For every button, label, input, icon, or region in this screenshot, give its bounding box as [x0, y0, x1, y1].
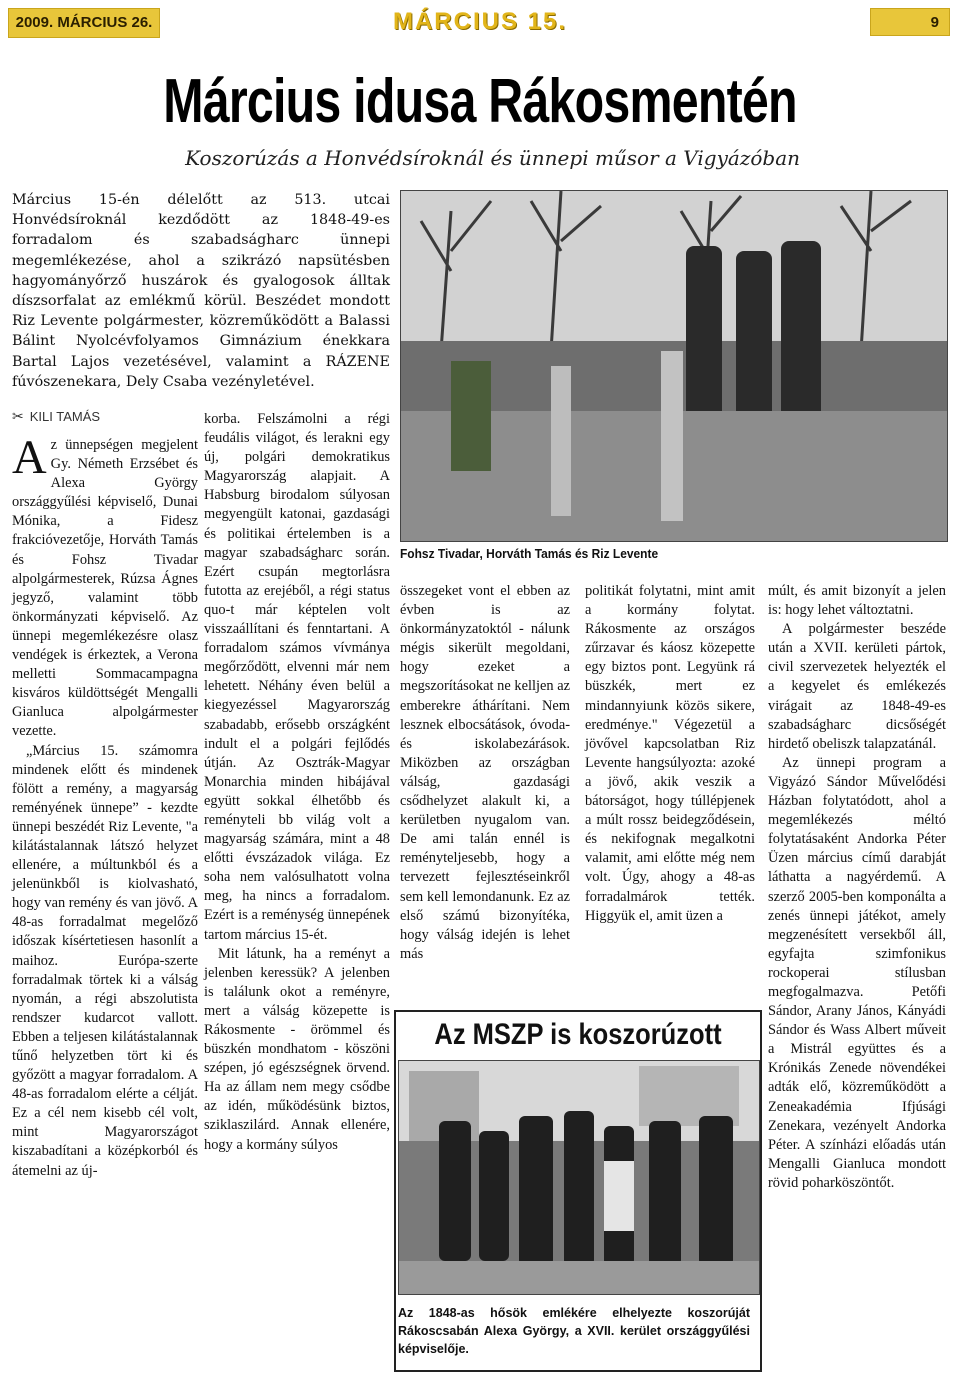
body-paragraph: z ünnepségen megjelent Gy. Németh Erzsébet és Alexa György országgyűlési képviselő, Dunai Mónika, a Fidesz frakcióvezetője, Horváth Tamás és Fohsz Tivadar alpolgármesterek, Rúzsa Ágnes jegyző, valamint több önkormányzati képviselő. Az ünnepi megemlékezésre olasz vendégek is érkeztek, a Verona melletti Sommacampagna kisváros küldöttségét Mengalli Gianluca alpolgármester vezette. [12, 437, 198, 740]
body-column-2 [204, 410, 390, 1155]
page-number: 9 [870, 8, 950, 36]
issue-date: 2009. MÁRCIUS 26. [8, 8, 160, 38]
mszp-wreath-photo [398, 1060, 760, 1295]
ceremony-photo-illustration [401, 191, 947, 541]
sidebar-box-title: Az MSZP is koszorúzott [425, 1014, 731, 1056]
scissors-icon: ✂ [12, 408, 24, 424]
mszp-wreath-photo-caption: Az 1848-as hősök emlékére elhelyezte koszorúját Rákoscsabán Alexa György, a XVII. kerület országgyűlési képviselője. [398, 1306, 750, 1356]
section-title: MÁRCIUS 15. [392, 8, 568, 35]
author-byline [12, 408, 202, 425]
author-name: KILI TAMÁS [29, 409, 101, 424]
ceremony-photo-caption: Fohsz Tivadar, Horváth Tamás és Riz Levente [400, 546, 659, 561]
body-column-1 [12, 431, 198, 1181]
body-paragraph: Mit látunk, ha a reményt a jelenben keressük? A jelenben is találunk okot a reményre, mert a válság közepette is Rákosmente - örömmel és büszkén mondhatom - köszöni szépen, jó egészségnek örvend. Ha az állam nem megy csődbe az idén, működésünk biztos, sziklaszilárd. Annak ellenére, hogy a kormány súlyos [204, 945, 390, 1153]
body-paragraph: múlt, és amit bizonyít a jelen is: hogy lehet változtatni. [768, 583, 946, 619]
ceremony-photo [400, 190, 948, 542]
body-paragraph: Az ünnepi program a Vigyázó Sándor Művelődési Házban folytatódott, ahol a megemlékezés méltó folytatásaként Andorka Péter Üzen március című darabját láthatta a nagyérdemű. A szerző 2005-ben komponálta a zenés ünnepi játékot, amely megzenésített versekből áll, egyfajta szimfonikus rockoperai stílusban megfogalmazva. Petőfi Sándor, Arany János, Kányádi Sándor és Wass Albert műveit a Mistrál együttes és a Krónikás Zenede növendékei adták elő, közreműködött a Zeneakadémia Ifjúsági Zenekara, vezényelt Andorka Péter. A színházi előadás után Mengalli Gianluca mondott rövid poharköszöntőt. [768, 754, 946, 1191]
body-paragraph: összegeket vont el ebben az évben is az önkormányzatoktól - nálunk mégis sikerült megoldani, hogy ezeket a megszorításokat ne kelljen az emberekre áthárítani. Nem lesznek elbocsátások, óvoda- és iskolabezárások. Miközben az országban válság, gazdasági csődhelyzet alakult ki, a kerületben nyugalom van. De ami talán ennél is reményteljesebb, hogy a tervezett fejlesztéseinkről sem kell lemondanunk. Ez az első számú bizonyítéka, hogy válság idején is lehet más [400, 583, 570, 962]
article-headline: Március idusa Rákosmentén [163, 67, 797, 136]
article-lead: Március 15-én délelőtt az 513. utcai Honvédsíroknál kezdődött az 1848-49-es forradalom és szabadságharc ünnepi megemlékezése, ahol a szikrázó napsütésben hagyományőrző huszárok és gyalogosok álltak díszsorfalat az emlékmű körül. Beszédet mondott Riz Levente polgármester, közreműködött a Balassi Bálint Nyolcévfolyamos Gimnázium énekkara Bartal Lajos vezetésével, valamint a RÁZENE fúvószenekara, Dely Csaba vezényletével. [12, 192, 390, 390]
drop-cap: A [12, 431, 47, 484]
body-column-4 [585, 582, 755, 926]
mszp-wreath-photo-illustration [399, 1061, 759, 1294]
body-column-3 [400, 582, 570, 964]
body-paragraph: korba. Felszámolni a régi feudális világot, és lerakni egy új, polgári demokratikus Magyarország alapjait. A Habsburg birodalom súlyosan megyengült katonai, gazdasági és politikai értelemben is a magyar szabadságharc során. Ezért csupán megtorlásra futotta az erejéből, a régi status quo-t már képtelen volt visszaállítani és fenntartani. A forradalom számos vívmánya megőrződött, elvenni már nem lehetett. Néhány éven belül a kiegyezéssel Magyarország szabadabb, erősebb országként indult el a polgári fejlődés útján. Az Osztrák-Magyar Monarchia minden hibájával együtt sokkal élhetőbb és reményteli bb világ volt a magyarság számára, mint a 48 előtti évszázadok világa. Ez soha nem valósulhatott volna meg, ha nincs a forradalom. Ezért is a reménység ünnepének tartom március 15-ét. [204, 411, 390, 943]
body-column-5 [768, 582, 946, 1193]
body-paragraph: „Március 15. számomra mindenek előtt és mindenek fölött a remény, a magyarság reményének ünnepe” - kezdte ünnepi beszédét Riz Levente, "a kilátástalannak látszó helyzet ellenére, a múltunkból és a jelenünkből is kiolvasható, hogy van remény és van jövő. A 48-as forradalmat megelőző időszak kísértetiesen hasonlít a maihoz. Európa-szerte forradalmak törtek ki a válság nyomán, a régi abszolutista rendszer kudarcot vallott. Ebben a teljesen kilátástalannak tűnő helyzetben tört ki és győzött a magyar forradalom. A 48-as forradalom elérte a célját. Ez a cél nem kisebb cél volt, mint Magyarországot kiszabadítani a középkorból és átemelni az új- [12, 742, 198, 1179]
body-paragraph: A polgármester beszéde után a XVII. kerületi pártok, civil szervezetek helyezték el a kegyelet és emlékezés virágait az 1848-49-es szabadságharc dicsőségét hirdető obeliszk talapzatánál. [768, 621, 946, 752]
article-subheadline: Koszorúzás a Honvédsíroknál és ünnepi műsor a Vigyázóban [185, 146, 800, 170]
body-paragraph: politikát folytatni, mint amit a kormány folytat. Rákosmente az országos zűrzavar és káosz közepette egy biztos pont. Legyünk rá büszkék, mert ez mindannyiunk közös sikere, eredménye." Végezetül a jövővel kapcsolatban Riz Levente hangsúlyozta: azoké a jövő, akik veszik a bátorságot, hogy túllépjenek a múlt rossz beidegződésein, és nekifognak megalkotni valamit, ami előtte még nem volt. Úgy, ahogy a 48-as forradalmárok tették. Higgyük el, amit üzen a [585, 583, 755, 924]
